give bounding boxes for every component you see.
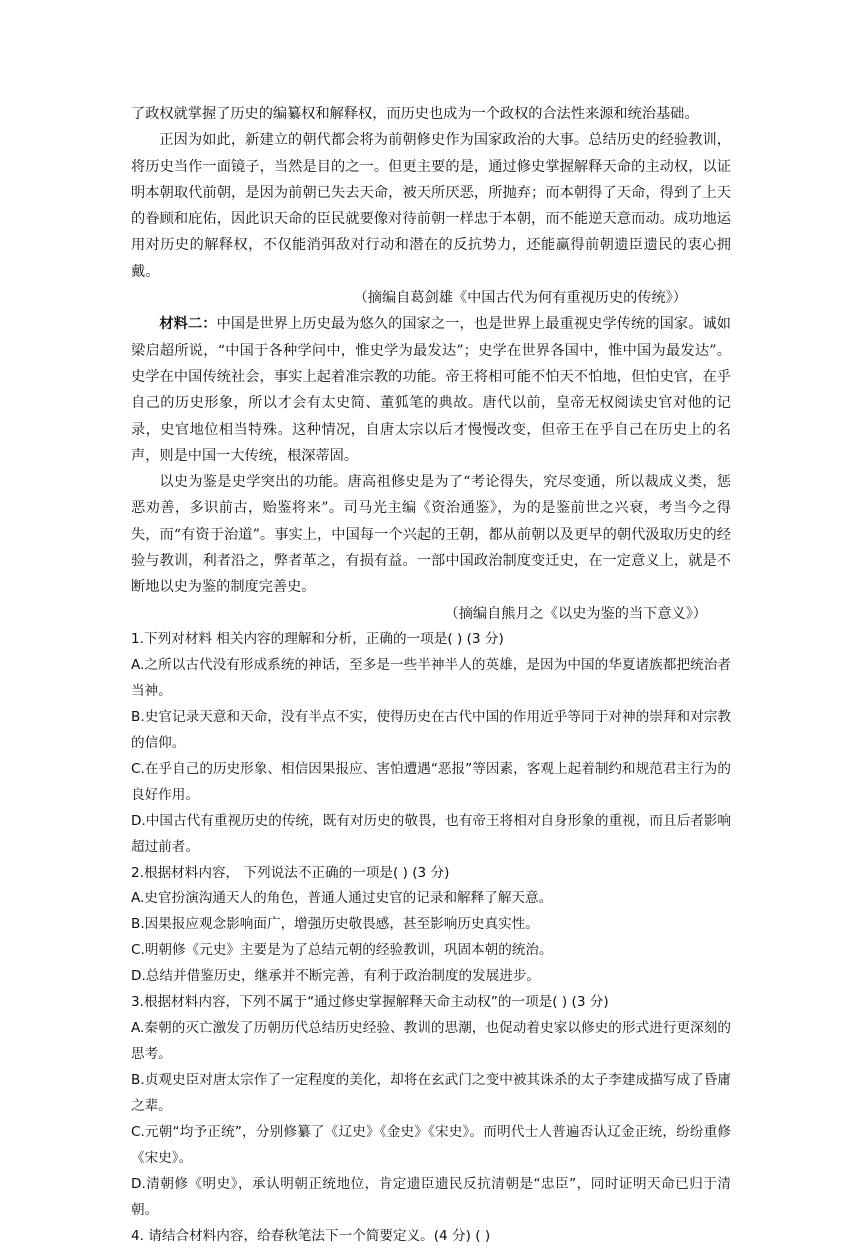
material-two-paragraph [131,311,731,469]
question-option: D.总结并借鉴历史，继承并不断完善，有利于政治制度的发展进步。 [131,968,541,985]
question-stem: 1.下列对材料 相关内容的理解和分析，正确的一项是( ) (3 分) [131,630,504,647]
question-option: C.在乎自己的历史形象、相信因果报应、害怕遭遇“恶报”等因素，客观上起着制约和规范君主行为的良好作用。 [131,760,731,803]
question-1 [131,627,731,861]
question-stem: 2.根据材料内容， 下列说法不正确的一项是( ) (3 分) [131,864,450,881]
question-option: A.之所以古代没有形成系统的神话，至多是一些半神半人的英雄，是因为中国的华夏诸族都把统治者当神。 [131,656,731,699]
question-3 [131,990,731,1224]
source-citation: （摘编自熊月之《以史为鉴的当下意义》） [444,605,707,622]
source-citation: （摘编自葛剑雄《中国古代为何有重视历史的传统》） [353,290,687,307]
question-option: B.史官记录天意和天命，没有半点不实，使得历史在古代中国的作用近乎等同于对神的崇拜和对宗教的信仰。 [131,708,731,751]
question-option: C.元朝“均予正统”，分别修纂了《辽史》《金史》《宋史》。而明代士人普遍否认辽金正统，纷纷重修《宋史》。 [131,1124,731,1166]
question-stem: 3.根据材料内容，下列不属于“通过修史掌握解释天命主动权”的一项是( ) (3 分) [131,994,609,1011]
question-option: B.贞观史臣对唐太宗作了一定程度的美化，却将在玄武门之变中被其诛杀的太子李建成描写成了昏庸之辈。 [131,1072,731,1115]
passage-paragraph: 了政权就掌握了历史的编纂权和解释权，而历史也成为一个政权的合法性来源和统治基础。 [131,106,699,122]
passage-paragraph: 正因为如此，新建立的朝代都会将为前朝修史作为国家政治的大事。总结历史的经验教训，将历史当作一面镜子，当然是目的之一。但更主要的是，通过修史掌握解释天命的主动权，以证明本朝取代前朝，是因为前朝已失去天命，被天所厌恶，所抛弃；而本朝得了天命，得到了上天的眷顾和庇佑，因此识天命的臣民就要像对待前朝一样忠于本朝，而不能逆天意而动。成功地运用对历史的解释权，不仅能消弭敌对行动和潜在的反抗势力，还能赢得前朝遗臣遗民的衷心拥戴。 [131,132,731,280]
question-option: A.秦朝的灭亡激发了历朝历代总结历史经验、教训的思潮，也促动着史家以修史的形式进行更深刻的思考。 [131,1020,731,1063]
question-4 [131,1224,731,1250]
question-option: D.清朝修《明史》，承认明朝正统地位，肯定遗臣遗民反抗清朝是“忠臣”，同时证明天命已归于清朝。 [131,1175,731,1218]
material-two-text: 中国是世界上历史最为悠久的国家之一，也是世界上最重视史学传统的国家。诚如梁启超所说，“中国于各种学问中，惟史学为最发达”；史学在世界各国中，惟中国为最发达”。史学在中国传统社会，事实上起着准宗教的功能。帝王将相可能不怕天不怕地，但怕史官，在乎自己的历史形象，所以才会有太史简、董狐笔的典故。唐代以前，皇帝无权阅读史官对他的记录，史官地位相当特殊。这种情况，自唐太宗以后才慢慢改变，但帝王在乎自己在历史上的名声，则是中国一大传统，根深蒂固。 [131,316,731,464]
document-page [131,101,731,1250]
question-2 [131,861,731,991]
material-two-label: 材料二： [159,316,217,333]
question-option: A.史官扮演沟通天人的角色，普通人通过史官的记录和解释了解天意。 [131,890,553,907]
question-option: D.中国古代有重视历史的传统，既有对历史的敬畏，也有帝王将相对自身形象的重视，而且后者影响超过前者。 [131,812,731,855]
question-option: B.因果报应观念影响面广，增强历史敬畏感，甚至影响历史真实性。 [131,916,539,933]
question-stem: 4. 请结合材料内容，给春秋笔法下一个简要定义。(4 分) ( ) [131,1227,491,1244]
question-option: C.明朝修《元史》主要是为了总结元朝的经验教训，巩固本朝的统治。 [131,942,553,959]
passage-paragraph: 以史为鉴是史学突出的功能。唐高祖修史是为了“考论得失，究尽变通，所以裁成义类，惩恶劝善，多识前古，贻鉴将来”。司马光主编《资治通鉴》，为的是鉴前世之兴衰，考当今之得失，而“有资于治道”。事实上，中国每一个兴起的王朝，都从前朝以及更早的朝代汲取历史的经验与教训，利者沿之，弊者革之，有损有益。一部中国政治制度变迁史，在一定意义上，就是不断地以史为鉴的制度完善史。 [131,474,731,596]
